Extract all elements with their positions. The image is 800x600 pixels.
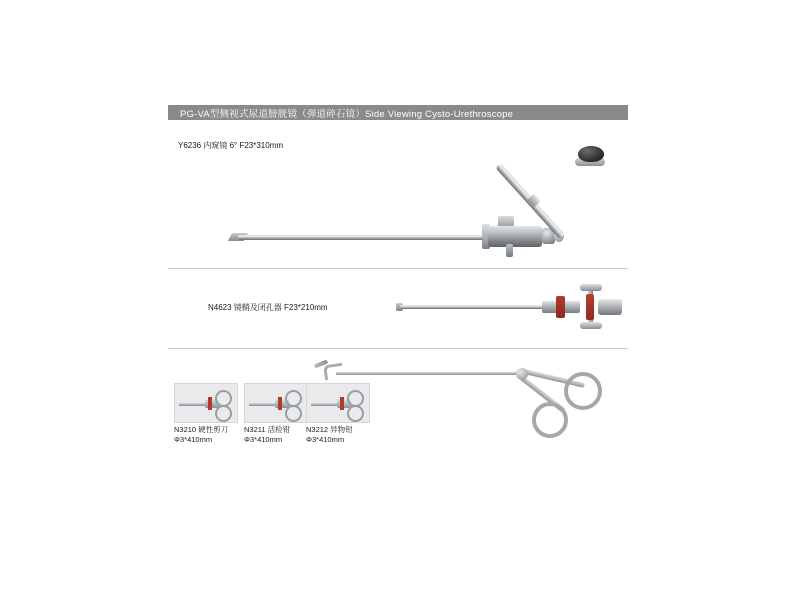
accessory-caption-line1: N3211 活检钳 [244,425,291,434]
accessory-caption-n3211 [244,425,290,445]
sheath-shaft [400,305,545,309]
forceps-red-marker [278,397,282,410]
product-image-n4623 [400,280,625,335]
accessory-caption-line1: N3210 硬性剪刀 [174,425,229,434]
accessory-caption-line2: Φ3*410mm [306,435,345,444]
forceps-red-marker [208,397,212,410]
product-image-y6236 [230,140,620,265]
accessory-caption-line2: Φ3*410mm [174,435,213,444]
scope-irrigation-port [506,244,513,257]
section-divider-2 [168,348,628,349]
scope-eyecup [578,146,604,162]
accessory-caption-n3210 [174,425,228,445]
accessory-thumbnail-n3210 [174,383,238,423]
forceps-pivot [516,368,528,380]
page-title: PG-VA型侧视式尿道膀胱镜（弹道碎石镜）Side Viewing Cysto-Urethroscope [180,108,514,120]
scope-shaft [238,235,496,240]
section-divider-1 [168,268,628,269]
sheath-stopcock-top [580,284,602,291]
product-label-n4623: N4623 镜鞘及闭孔器 F23*210mm [208,303,328,312]
accessory-caption-line1: N3212 异物钳 [306,425,353,434]
accessory-caption-line2: Φ3*410mm [244,435,283,444]
sheath-stopcock-bottom [580,322,602,329]
scope-body-housing [488,226,542,247]
forceps-finger-ring-upper [564,372,602,410]
accessory-caption-n3212 [306,425,353,445]
sheath-red-valve-2 [586,294,594,320]
product-label-y6236: Y6236 内窥镜 6° F23*310mm [178,141,284,150]
sheath-red-valve-1 [556,296,565,318]
forceps-long-shaft [336,372,526,375]
accessory-thumbnail-n3211 [244,383,308,423]
forceps-finger-ring-lower [532,402,568,438]
section-header-bar [168,105,628,120]
sheath-proximal-end [598,299,622,315]
